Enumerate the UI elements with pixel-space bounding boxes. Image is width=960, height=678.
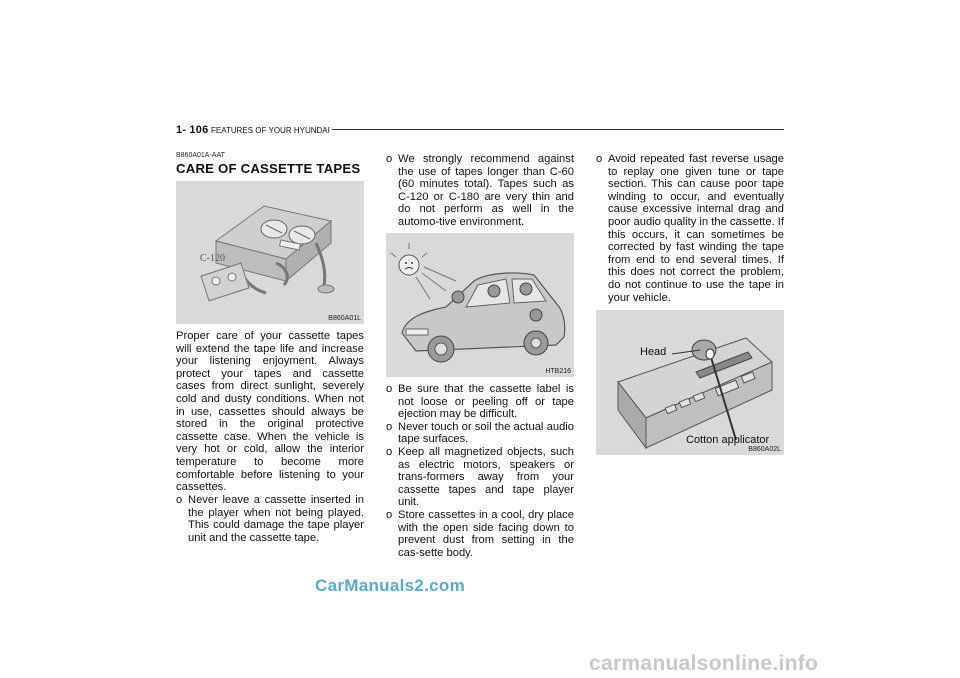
cassette-illustration <box>176 181 364 324</box>
watermark-carmanuals2[interactable]: CarManuals2.com <box>315 576 465 595</box>
list-item <box>386 421 574 446</box>
section-code: B860A01A-AAT <box>176 152 225 159</box>
col2-bottom-bullets <box>386 383 574 559</box>
car-sunlight-illustration <box>386 233 574 377</box>
bullet-marker: o <box>596 153 603 165</box>
cotton-applicator-label: Cotton applicator <box>686 434 770 446</box>
cassette-label-text: C-120 <box>200 253 225 264</box>
col1-bullet-list <box>176 494 364 544</box>
list-item-text: Keep all magnetized objects, such as electric motors, speakers or trans-formers away from your cassette tapes and tape player unit. <box>398 445 574 509</box>
intro-paragraph: Proper care of your cassette tapes will extend the tape life and increase your listening enjoyment. Always protect your tapes and cassette cases from direct sunlight, severely cold and dusty conditions. When not in use, cassettes should always be stored in the original protective cassette case. When the vehicle is very hot or cold, allow the interior temperature to become more comfortable before listening to your cassettes. <box>176 330 364 494</box>
cassette-character-drawing <box>176 181 364 324</box>
list-item-text: Be sure that the cassette label is not loose or peeling off or tape ejection may be difficult. <box>398 383 574 421</box>
list-item-text: Avoid repeated fast reverse usage to replay one given tune or tape section. This can cause poor tape winding to occur, and eventually cause excessive internal drag and poor audio quality in the cassette. If this occurs, it can sometimes be corrected by fast winding the tape from end to end several times. If this does not correct the problem, do not continue to use the tape in your vehicle. <box>608 153 785 304</box>
bullet-marker: o <box>386 153 393 165</box>
col2-top-bullets <box>386 153 574 229</box>
figure-code: HTB216 <box>545 368 571 375</box>
bullet-marker: o <box>386 383 393 395</box>
running-header: FEATURES OF YOUR HYUNDAI <box>211 126 330 135</box>
list-item <box>176 494 364 544</box>
col3-bullets <box>596 153 784 304</box>
section-title: CARE OF CASSETTE TAPES <box>176 161 361 176</box>
bullet-marker: o <box>386 420 393 433</box>
list-item-text: Never touch or soil the actual audio tape surfaces. <box>398 420 574 446</box>
bullet-marker: o <box>386 508 393 521</box>
figure-code: B860A01L <box>328 315 361 322</box>
tape-head-cleaning-illustration <box>596 310 784 455</box>
head-label: Head <box>640 346 667 358</box>
list-item <box>386 509 574 559</box>
list-item <box>386 383 574 421</box>
page-number: 1- 106 <box>176 124 209 136</box>
list-item-text: Store cassettes in a cool, dry place with the open side facing down to prevent dust from setting in the cas-sette body. <box>398 508 574 559</box>
list-item <box>386 446 574 509</box>
list-item-text: We strongly recommend against the use of tapes longer than C-60 (60 minutes total). Tapes such as C-120 or C-180 are very thin and do not perform as well in the automo-tive environment. <box>398 153 574 228</box>
car-drawing <box>386 233 574 377</box>
list-item <box>596 153 784 304</box>
bullet-marker: o <box>176 494 183 506</box>
header-rule <box>332 129 784 130</box>
list-item <box>386 153 574 229</box>
watermark-carmanualsonline[interactable]: carmanualsonline.info <box>589 652 819 675</box>
figure-code: B860A02L <box>748 446 781 453</box>
list-item-text: Never leave a cassette inserted in the player when not being played. This could damage the tape player unit and the cassette tape. <box>188 494 364 544</box>
bullet-marker: o <box>386 445 393 458</box>
